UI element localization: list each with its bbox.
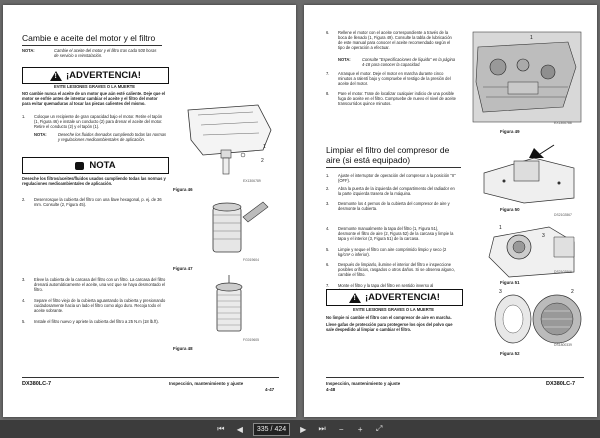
warning-subtitle: EVITE LESIONES GRAVES O LA MUERTE	[54, 84, 135, 89]
page-indicator[interactable]	[253, 423, 290, 436]
footer-section: Inspección, mantenimiento y ajuste	[326, 381, 401, 386]
step-number: 7.	[326, 283, 330, 288]
step-number: 6.	[326, 30, 330, 35]
step-text: Coloque un recipiente de gran capacidad bajo el motor. Retire el tapón (1, Figura 46) e instale un conducto (2) para drenar el aceite del motor. Retire el conducto (2) y el tapón (1).	[34, 114, 163, 129]
note-text: Deseche los fluidos drenados cumpliendo todas las normas y regulaciones medioambientales de aplicación.	[58, 132, 167, 142]
svg-text:2: 2	[261, 158, 264, 164]
step-number: 1.	[22, 114, 26, 119]
step-number: 3.	[22, 277, 26, 282]
figure-47-filter-wrench	[193, 197, 273, 259]
svg-text:1: 1	[530, 35, 533, 41]
svg-text:3: 3	[542, 233, 545, 239]
step-text: Limpie y seque el filtro con aire comprimido limpio y seco (2 kg/cm² o inferior).	[338, 247, 447, 257]
figure-caption: Figura 48	[173, 346, 193, 351]
page-separator: /	[270, 425, 273, 433]
step-text: Eleve la cubierta de la carcasa del filtro con un filtro. La carcasa del filtro drenará automáticamente el aceite, una vez que se haya desmontado el filtro.	[34, 277, 166, 292]
figure-id: DS2102867	[554, 213, 572, 217]
footer-section: Inspección, mantenimiento y ajuste	[169, 381, 244, 386]
step-text: Rellene el motor con el aceite correspondiente a través de la boca de llenado (1, Figura 49). Consulte la tabla de lubricación de este manual para conocer el aceite recomendado según el tipo de operación a efectuar.	[338, 30, 452, 50]
figure-id: FG019605	[243, 338, 260, 342]
figure-caption: Figura 51	[500, 280, 520, 285]
note-label: NOTA:	[34, 132, 47, 137]
step-number: 8.	[326, 91, 330, 96]
step-number: 7.	[326, 71, 330, 76]
warning-body: Lleve gafas de protección para protegerse los ojos del polvo que sale despedido al limpiar o cambiar el filtro.	[326, 322, 453, 332]
figure-caption: Figura 46	[173, 187, 193, 192]
hand-icon	[75, 162, 84, 170]
figure-id: DS2102866	[554, 270, 572, 274]
svg-text:1: 1	[499, 225, 502, 231]
step-text: Monte el filtro y la tapa del filtro en sentido inverso al	[338, 283, 434, 288]
first-page-icon[interactable]: ⏮	[217, 424, 225, 433]
figure-caption: Figura 52	[500, 351, 520, 356]
step-number: 2.	[22, 197, 26, 202]
footer-page-number: 4-47	[265, 387, 275, 392]
step-text: Desmonte manualmente la tapa del filtro (1, Figura 51), desmonte el filtro de aire (2, Figura 52) de la carcasa y limpie la tapa y el interior (3, Figura 51) de la carcasa.	[338, 226, 454, 241]
step-number: 2.	[326, 186, 330, 191]
warning-body: NO cambie nunca el aceite de un motor que aún esté caliente. Deje que el motor se enfríe antes de intentar cambiar el aceite y el filtro del motor para evitar quemaduras al tocar las piezas calientes del mismo.	[22, 91, 166, 106]
previous-page-icon[interactable]: ◀	[236, 424, 243, 434]
footer-rule	[326, 377, 584, 378]
total-pages: 424	[274, 425, 287, 433]
warning-icon	[50, 71, 62, 81]
page-right	[304, 5, 597, 417]
zoom-out-icon[interactable]: −	[338, 424, 344, 434]
note-box-title: NOTA	[89, 160, 116, 171]
note-box	[22, 157, 169, 174]
figure-id: DS1800339	[554, 343, 572, 347]
warning-box	[326, 289, 463, 306]
warning-title: ¡ADVERTENCIA!	[66, 70, 141, 81]
step-text: Abra la puerta de la izquierda del compartimento del radiador en la parte izquierda trasera de la máquina.	[338, 186, 455, 196]
figure-52-round-filter	[489, 287, 584, 349]
step-text: Instale el filtro nuevo y apriete la cubierta del filtro a 25 N.m (18 lb.ft).	[34, 319, 159, 324]
figure-caption: Figura 47	[173, 266, 193, 271]
svg-text:1: 1	[263, 144, 266, 150]
next-page-icon[interactable]: ▶	[300, 424, 307, 434]
step-number: 3.	[326, 201, 330, 206]
step-text: Desmonte los 4 pernos de la cubierta del compresor de aire y desmonte la cubierta.	[338, 201, 450, 211]
step-number: 4.	[22, 298, 26, 303]
step-text: Pare el motor. Trate de localizar cualquier indicio de una posible fuga de aceite en el filtro. Compruebe de nuevo el nivel de aceite transcurridos quince minutos.	[338, 91, 456, 106]
step-text: Desenrosque la cubierta del filtro con una llave hexagonal, p. ej. de 36 mm. Consulte (2, Figura 45).	[34, 197, 162, 207]
figure-id: EX1306789	[243, 179, 261, 183]
section-title: Limpiar el filtro del compresor de aire (si está equipado)	[326, 145, 450, 165]
viewer-toolbar	[0, 420, 600, 438]
svg-text:3: 3	[499, 289, 502, 295]
note-label: NOTA:	[338, 57, 351, 62]
warning-subtitle: EVITE LESIONES GRAVES O LA MUERTE	[353, 307, 434, 312]
warning-title: ¡ADVERTENCIA!	[365, 292, 440, 303]
step-number: 5.	[22, 319, 26, 324]
svg-text:2: 2	[571, 289, 574, 295]
footer-rule	[22, 377, 279, 378]
figure-caption: Figura 50	[500, 207, 520, 212]
figure-caption: Figura 49	[500, 129, 520, 134]
title-rule	[326, 167, 461, 168]
note-box-body: Deseche los filtros/aceites/fluidos usados cumpliendo todas las normas y regulaciones medioambientales de aplicación.	[22, 176, 166, 186]
figure-49-engine-top	[468, 27, 588, 127]
step-text: Después de limpiarlo, ilumine el interior del filtro e inspeccione posibles orificios, rasgados o otros daños. Si se observa alguno, cambie el filtro.	[338, 262, 455, 277]
step-number: 1.	[326, 173, 330, 178]
page-left	[3, 5, 296, 417]
step-number: 6.	[326, 262, 330, 267]
footer-model: DX380LC-7	[546, 381, 576, 387]
figure-id: EX1306788	[554, 121, 572, 125]
step-text: Arranque el motor. Deje el motor en marcha durante cinco minutos a ralentí bajo y compruebe el testigo de la presión del aceite del motor.	[338, 71, 451, 86]
footer-model: DX380LC-7	[22, 381, 52, 387]
step-text: Ajuste el interruptor de operación del compresor a la posición "II" (OFF).	[338, 173, 456, 183]
fit-page-icon[interactable]: ⤢	[375, 424, 383, 433]
last-page-icon[interactable]: ⏭	[318, 424, 326, 433]
section-title: Cambie e aceite del motor y el filtro	[22, 33, 156, 43]
figure-50-compressor	[474, 143, 584, 205]
title-rule	[22, 45, 162, 46]
current-page[interactable]: 335	[256, 425, 269, 433]
step-number: 4.	[326, 226, 330, 231]
figure-id: FG019604	[243, 258, 260, 262]
warning-icon	[349, 293, 361, 303]
note-text: Consulte "Especificaciones de líquido" en la página 4-18 para conocer la capacidad.	[362, 57, 456, 67]
note-text: Cambie el aceite del motor y el filtro tras cada 500 horas de servicio o reinstalación.	[54, 48, 157, 58]
note-label: NOTA:	[22, 48, 35, 53]
warning-body: No limpie ni cambie el filtro con el compresor de aire en marcha.	[326, 315, 452, 320]
zoom-in-icon[interactable]: +	[357, 424, 363, 434]
footer-page-number: 4-48	[326, 387, 336, 392]
figure-46-engine-drain	[183, 100, 278, 180]
step-text: Separe el filtro viejo de la cubierta aguantando la cubierta y presionando cuidadosamente hacia un lado el filtro como algo duro. Recoja todo el aceite sobrante.	[34, 298, 166, 313]
warning-box	[22, 67, 169, 84]
step-number: 5.	[326, 247, 330, 252]
figure-48-filter-element	[193, 275, 273, 337]
